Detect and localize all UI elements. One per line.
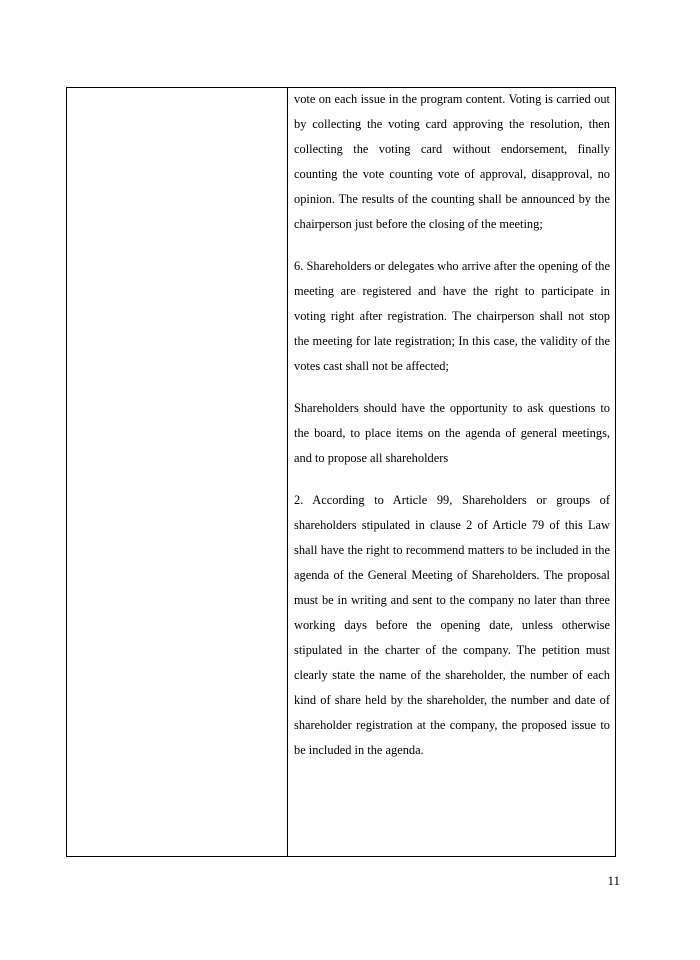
page-number: 11	[607, 873, 620, 888]
paragraph-voting-procedure: vote on each issue in the program content. Voting is carried out by collecting the voting card approving the resolution, then collecting the voting card without endorsement, finally counting the vote counting vote of approval, disapproval, no opinion. The results of the counting shall be announced by the chairperson just before the closing of the meeting;	[294, 92, 610, 231]
table-right-cell	[288, 88, 615, 856]
paragraph-article-99: 2. According to Article 99, Shareholders or groups of shareholders stipulated in clause 2 of Article 79 of this Law shall have the right to recommend matters to be included in the agenda of the General Meeting of Shareholders. The proposal must be in writing and sent to the company no later than three working days before the opening date, unless otherwise stipulated in the charter of the company. The petition must clearly state the name of the shareholder, the number of each kind of share held by the shareholder, the number and date of shareholder registration at the company, the proposed issue to be included in the agenda.	[294, 493, 610, 757]
paragraph-shareholder-questions: Shareholders should have the opportunity to ask questions to the board, to place items on the agenda of general meetings, and to propose all shareholders	[294, 401, 610, 465]
document-table	[66, 87, 616, 857]
paragraph-late-registration: 6. Shareholders or delegates who arrive after the opening of the meeting are registered and have the right to participate in voting right after registration. The chairperson shall not stop the meeting for late registration; In this case, the validity of the votes cast shall not be affected;	[294, 259, 610, 373]
table-left-cell	[67, 88, 288, 856]
